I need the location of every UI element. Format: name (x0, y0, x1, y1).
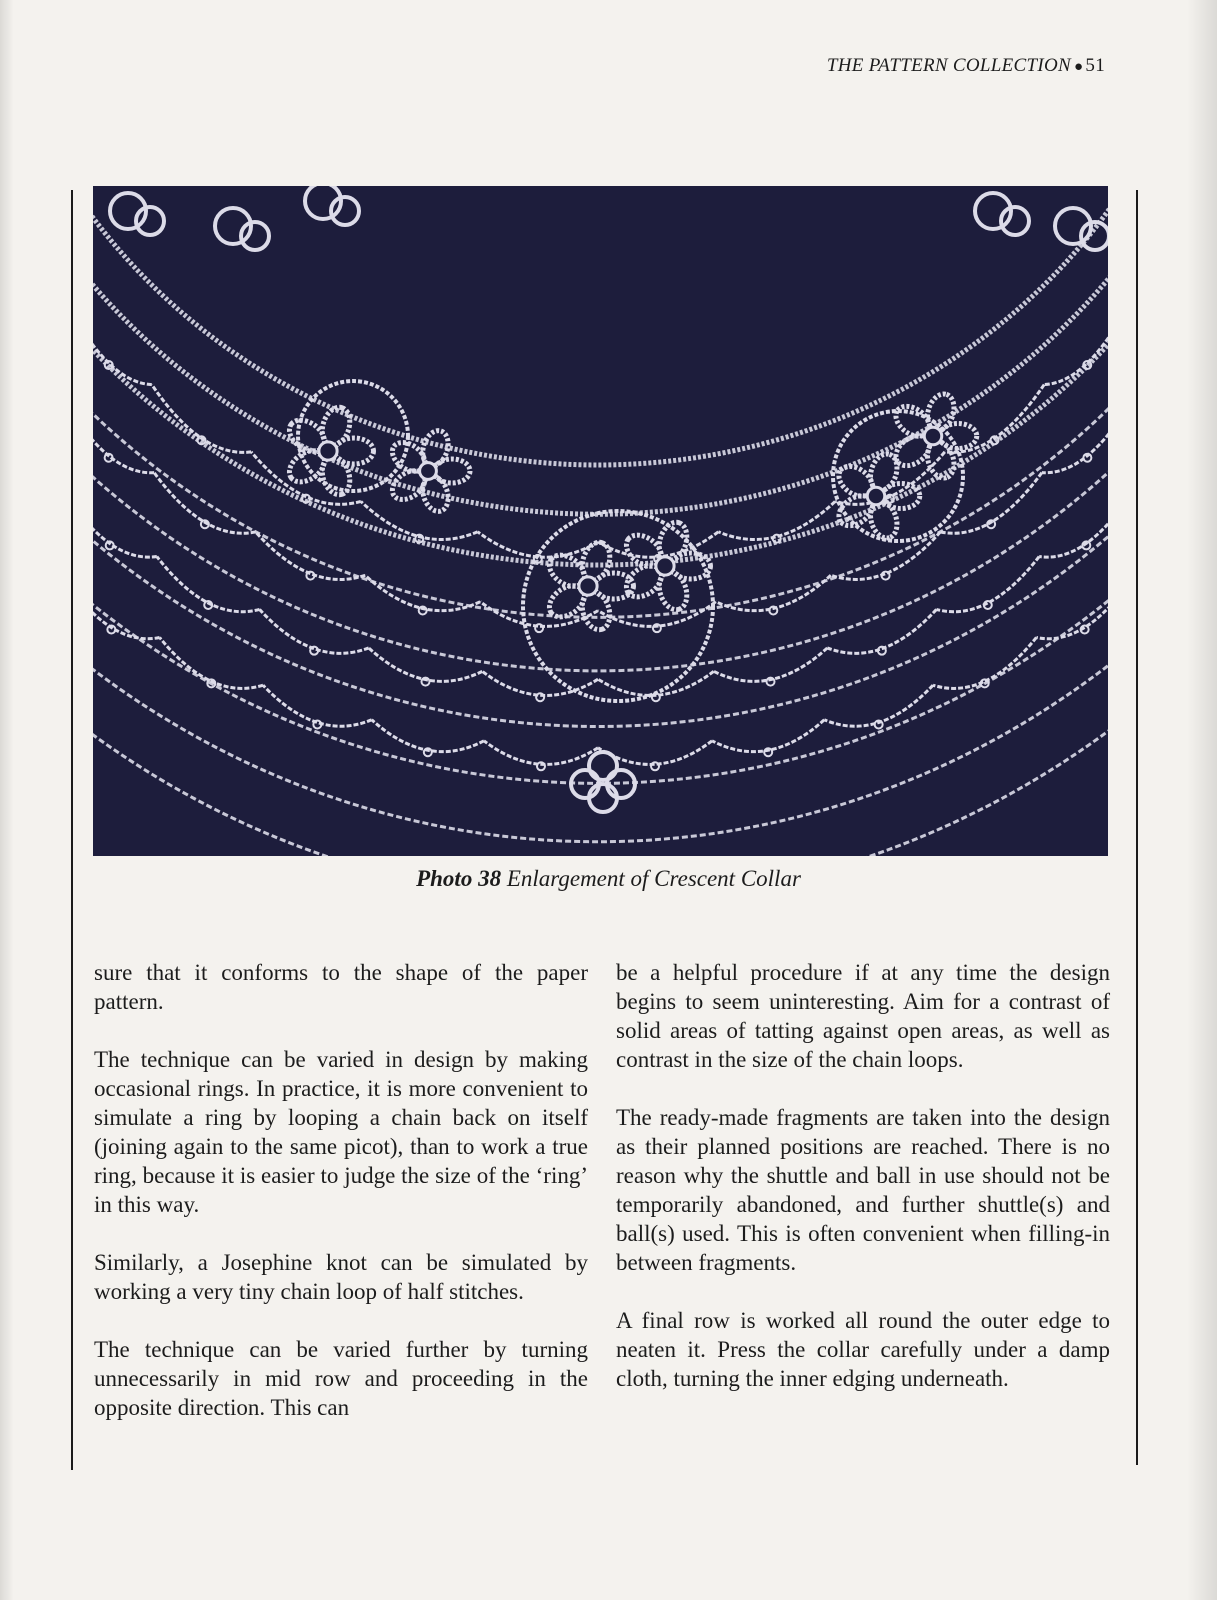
caption-label: Photo 38 (416, 866, 502, 891)
photo-caption (0, 866, 1217, 892)
running-head (827, 55, 1105, 77)
lace-collar-illustration (93, 186, 1108, 856)
left-column-rule (71, 190, 73, 1470)
page-gutter-shadow (0, 0, 14, 1600)
section-title: THE PATTERN COLLECTION (826, 55, 1072, 76)
paragraph: Similarly, a Josephine knot can be simulated by working a very tiny chain loop of half stitches. (94, 1250, 588, 1304)
lace-collar-photo (93, 186, 1108, 856)
page-number: 51 (1085, 55, 1105, 76)
right-column-rule (1136, 190, 1138, 1465)
paragraph: The technique can be varied in design by making occasional rings. In practice, it is more convenient to simulate a ring by looping a chain back on itself (joining again to the same picot), than to work a true ring, because it is easier to judge the size of the ‘ring’ in this way. (94, 1047, 588, 1217)
bullet: ● (1074, 59, 1084, 75)
paragraph: The ready-made fragments are taken into the design as their planned positions are reached. There is no reason why the shuttle and ball in use should not be temporarily abandoned, and further shuttle(s) and ball(s) used. This is often convenient when filling-in between fragments. (616, 1105, 1110, 1275)
text-column-left (94, 958, 588, 1451)
paragraph: be a helpful procedure if at any time the design begins to seem uninteresting. Aim for a contrast of solid areas of tatting against open areas, as well as contrast in the size of the chain loops. (616, 960, 1110, 1072)
text-column-right (616, 958, 1110, 1422)
paragraph: sure that it conforms to the shape of the paper pattern. (94, 960, 588, 1014)
paragraph: A final row is worked all round the outer edge to neaten it. Press the collar carefully under a damp cloth, turning the inner edging underneath. (616, 1308, 1110, 1391)
page-edge-shadow (1187, 0, 1217, 1600)
caption-text: Enlargement of Crescent Collar (506, 866, 801, 891)
paragraph: The technique can be varied further by turning unnecessarily in mid row and proceeding in the opposite direction. This can (94, 1337, 588, 1420)
